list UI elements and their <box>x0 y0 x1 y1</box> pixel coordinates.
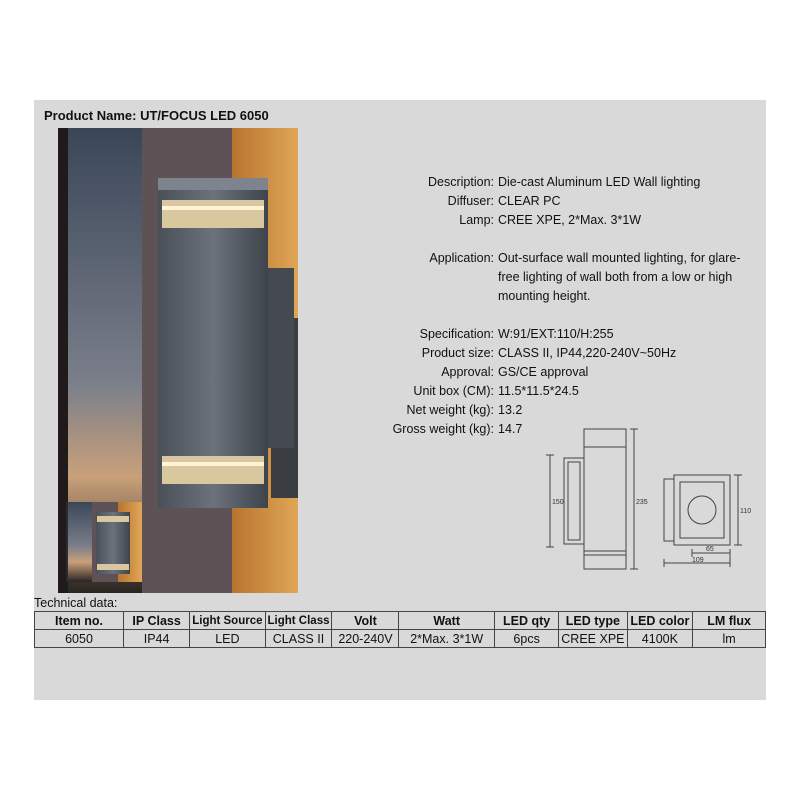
product-name-label: Product Name: <box>44 108 137 123</box>
table-cell: 2*Max. 3*1W <box>399 630 495 648</box>
dim-label-65: 65 <box>706 546 714 553</box>
spec-value-line: mounting height. <box>498 289 591 303</box>
spec-value: CLEAR PC <box>498 194 561 208</box>
spec-label: Specification: <box>419 327 494 341</box>
dim-label-109: 109 <box>692 557 704 564</box>
col-header: Watt <box>399 612 495 630</box>
spec-value-line: free lighting of wall both from a low or high <box>498 270 733 284</box>
col-header: Light Source <box>190 612 265 630</box>
dim-label-150: 150 <box>552 499 564 506</box>
col-header: Item no. <box>35 612 124 630</box>
spec-value: 11.5*11.5*24.5 <box>498 384 579 398</box>
col-header: LED type <box>559 612 627 630</box>
technical-data-label: Technical data: <box>34 596 118 610</box>
spec-label: Unit box (CM): <box>413 384 494 398</box>
col-header: LED qty <box>494 612 558 630</box>
spec-value: W:91/EXT:110/H:255 <box>498 327 614 341</box>
dimension-drawing <box>534 425 766 575</box>
spec-label: Net weight (kg): <box>406 403 494 417</box>
spec-value: CLASS II, IP44,220-240V~50Hz <box>498 346 677 360</box>
product-name-value: UT/FOCUS LED 6050 <box>140 108 269 123</box>
product-title <box>44 108 269 123</box>
spec-label: Application: <box>429 251 494 265</box>
table-cell: 4100K <box>627 630 693 648</box>
table-cell: lm <box>693 630 766 648</box>
table-cell: CREE XPE <box>559 630 627 648</box>
table-row <box>35 630 766 648</box>
technical-data-table <box>34 611 766 648</box>
spec-label: Approval: <box>441 365 494 379</box>
product-thumbnail[interactable] <box>66 502 142 582</box>
spec-label: Gross weight (kg): <box>392 422 494 436</box>
spec-value: 14.7 <box>498 422 523 436</box>
spec-value: GS/CE approval <box>498 365 589 379</box>
table-header-row <box>35 612 766 630</box>
table-cell: CLASS II <box>265 630 332 648</box>
col-header: Volt <box>332 612 399 630</box>
dim-label-235: 235 <box>636 499 648 506</box>
dim-label-110: 110 <box>740 508 752 515</box>
spec-value: CREE XPE, 2*Max. 3*1W <box>498 213 642 227</box>
table-cell: 6050 <box>35 630 124 648</box>
spec-label: Product size: <box>421 346 494 360</box>
col-header: LM flux <box>693 612 766 630</box>
spec-value-line: Out-surface wall mounted lighting, for glare- <box>498 251 741 265</box>
col-header: LED color <box>627 612 693 630</box>
spec-label: Diffuser: <box>447 194 494 208</box>
col-header: Light Class <box>265 612 332 630</box>
table-cell: 220-240V <box>332 630 399 648</box>
col-header: IP Class <box>124 612 190 630</box>
spec-value: Die-cast Aluminum LED Wall lighting <box>498 175 701 189</box>
spec-label: Description: <box>428 175 494 189</box>
product-sheet <box>34 100 766 700</box>
spec-value: 13.2 <box>498 403 523 417</box>
table-cell: LED <box>190 630 265 648</box>
table-cell: 6pcs <box>494 630 558 648</box>
spec-label: Lamp: <box>459 213 494 227</box>
table-cell: IP44 <box>124 630 190 648</box>
